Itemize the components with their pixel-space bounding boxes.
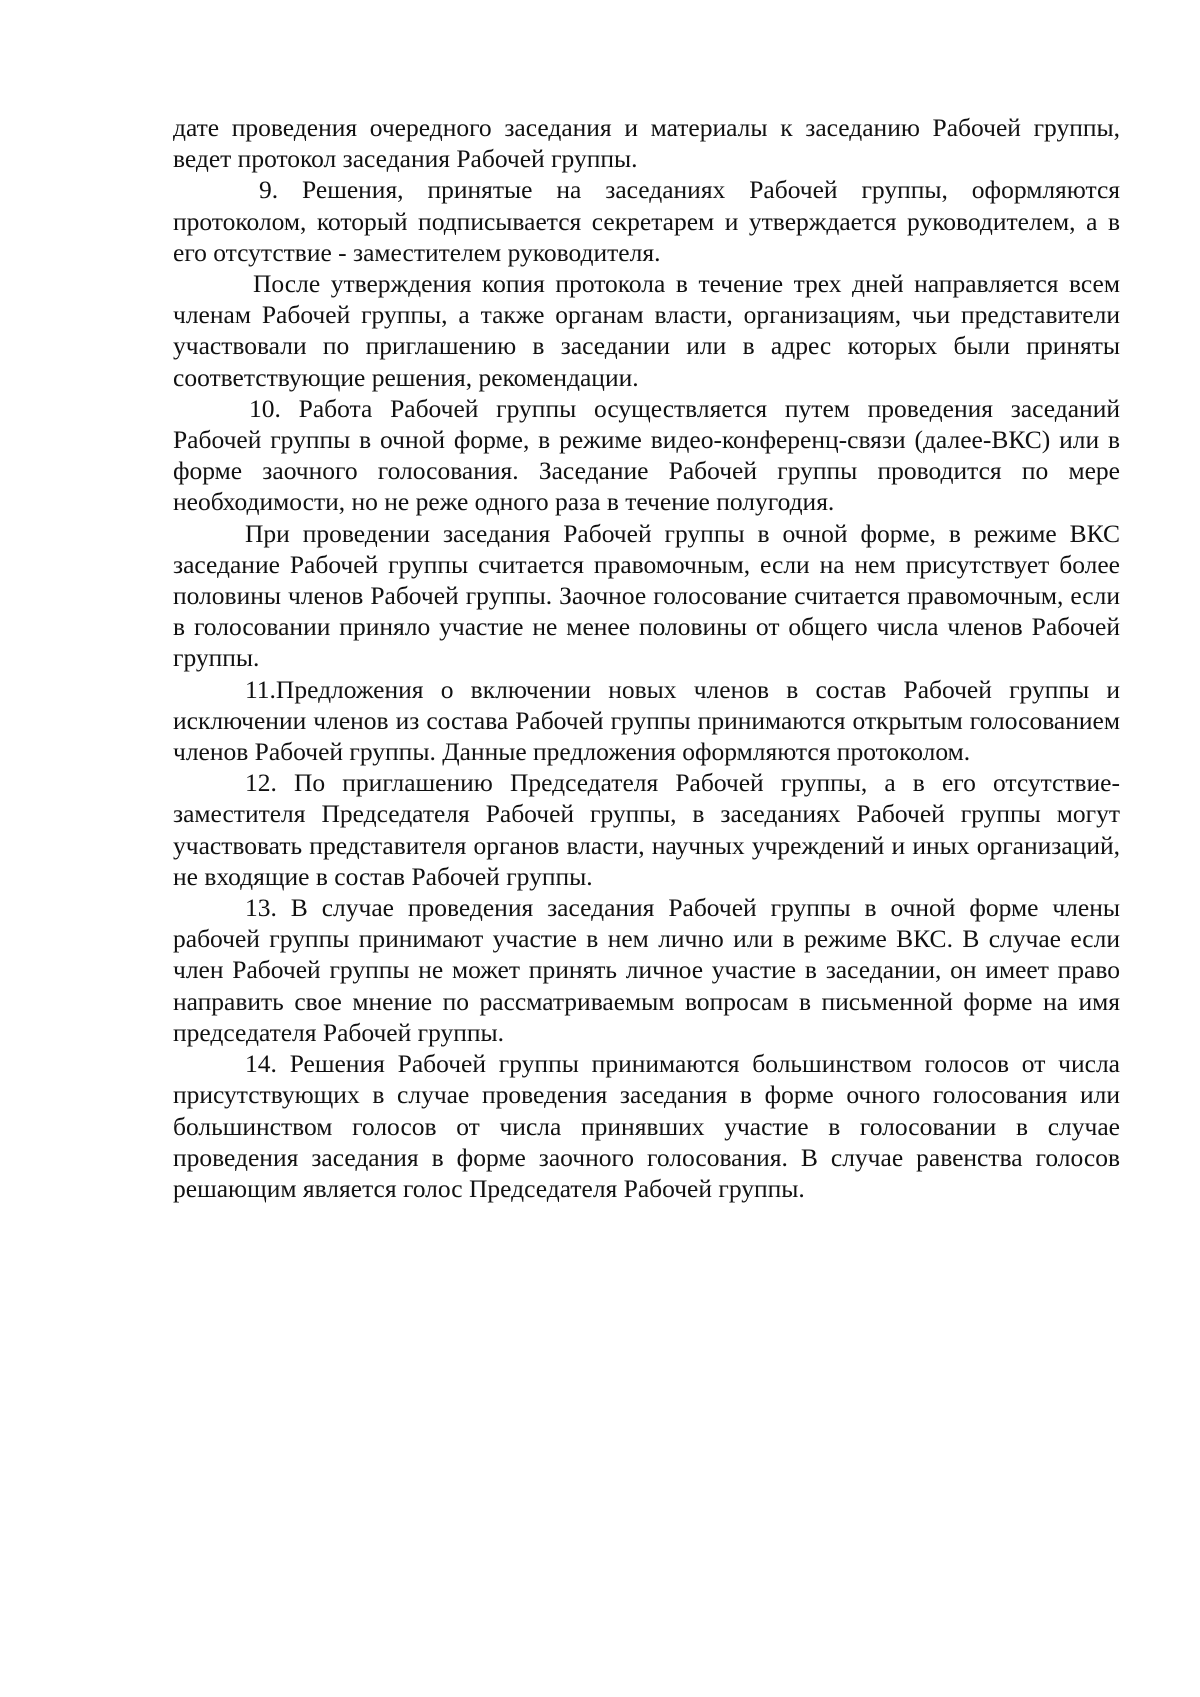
document-body [173, 112, 1120, 1204]
paragraph-item-11: 11.Предложения о включении новых членов в состав Рабочей группы и исключении членов из состава Рабочей группы принимаются открытым голосованием членов Рабочей группы. Данные предложения оформляются протоколом. [173, 674, 1120, 767]
paragraph-item-14: 14. Решения Рабочей группы принимаются большинством голосов от числа присутствующих в случае проведения заседания в форме очного голосования или большинством голосов от числа принявших участие в голосовании в случае проведения заседания в форме заочного голосования. В случае равенства голосов решающим является голос Председателя Рабочей группы. [173, 1049, 1120, 1203]
paragraph-item-9: 9. Решения, принятые на заседаниях Рабочей группы, оформляются протоколом, который подписывается секретарем и утверждается руководителем, а в его отсутствие - заместителем руководителя. [173, 175, 1120, 267]
paragraph-item-13: 13. В случае проведения заседания Рабочей группы в очной форме члены рабочей группы принимают участие в нем лично или в режиме ВКС. В случае если член Рабочей группы не может принять личное участие в заседании, он имеет право направить свое мнение по рассматриваемым вопросам в письменной форме на имя председателя Рабочей группы. [173, 893, 1120, 1047]
paragraph-protocol-distribution: После утверждения копия протокола в течение трех дней направляется всем членам Рабочей группы, а также органам власти, организациям, чьи представители участвовали по приглашению в заседании или в адрес которых были приняты соответствующие решения, рекомендации. [173, 269, 1120, 392]
paragraph-continuation: дате проведения очередного заседания и материалы к заседанию Рабочей группы, ведет протокол заседания Рабочей группы. [173, 113, 1120, 174]
paragraph-item-12: 12. По приглашению Председателя Рабочей группы, а в его отсутствие-заместителя Председателя Рабочей группы, в заседаниях Рабочей группы могут участвовать представителя органов власти, научных учреждений и иных организаций, не входящие в состав Рабочей группы. [173, 768, 1120, 891]
paragraph-quorum: При проведении заседания Рабочей группы в очной форме, в режиме ВКС заседание Рабочей группы считается правомочным, если на нем присутствует более половины членов Рабочей группы. Заочное голосование считается правомочным, если в голосовании приняло участие не менее половины от общего числа членов Рабочей группы. [173, 518, 1120, 673]
paragraph-item-10: 10. Работа Рабочей группы осуществляется путем проведения заседаний Рабочей группы в очной форме, в режиме видео-конференц-связи (далее-ВКС) или в форме заочного голосования. Заседание Рабочей группы проводится по мере необходимости, но не реже одного раза в течение полугодия. [173, 393, 1120, 517]
